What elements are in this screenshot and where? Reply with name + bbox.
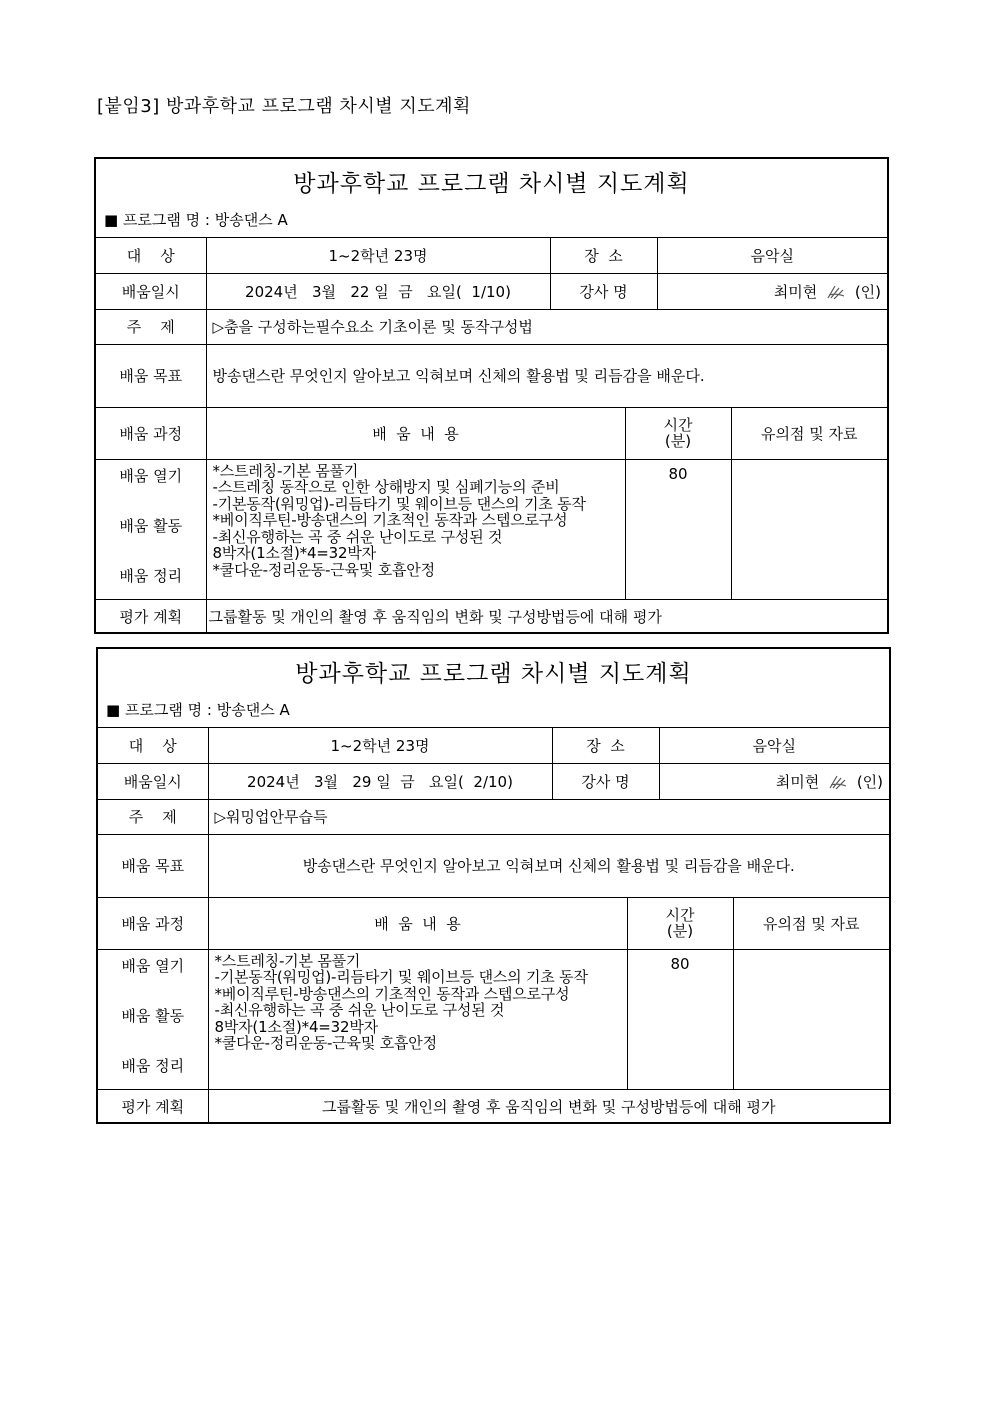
stage-closing: 배움 정리	[119, 566, 183, 585]
content-label: 배 움 내 용	[206, 407, 625, 459]
notes-value	[731, 459, 887, 599]
date-label: 배움일시	[96, 273, 206, 309]
signature-mark	[826, 283, 846, 301]
target-label: 대 상	[96, 238, 206, 273]
topic-value: ▷워밍업안무습득	[208, 799, 889, 834]
content-line: *베이직루틴-방송댄스의 기초적인 동작과 스텝으로구성	[214, 984, 570, 1003]
topic-label: 주 제	[98, 799, 208, 834]
time-unit-label: (분)	[664, 432, 692, 450]
time-header	[625, 407, 731, 459]
process-label: 배움 과정	[96, 407, 206, 459]
time-header	[627, 897, 733, 949]
content-line: -최신유행하는 곡 중 쉬운 난이도로 구성된 것	[212, 527, 503, 546]
content-line: -기본동작(워밍업)-리듬타기 및 웨이브등 댄스의 기초 동작	[212, 494, 586, 513]
lesson-plan-2	[96, 647, 891, 1124]
content-cell	[206, 459, 625, 599]
document-header: [붙임3] 방과후학교 프로그램 차시별 지도계획	[97, 96, 471, 117]
content-line: *베이직루틴-방송댄스의 기초적인 동작과 스텝으로구성	[212, 511, 568, 530]
plan-header	[98, 649, 889, 728]
goal-value: 방송댄스란 무엇인지 알아보고 익혀보며 신체의 활용법 및 리듬감을 배운다.	[206, 344, 887, 407]
plan-title: 방과후학교 프로그램 차시별 지도계획	[295, 661, 692, 687]
program-name: ■ 프로그램 명 : 방송댄스 A	[104, 211, 288, 229]
target-label: 대 상	[98, 728, 208, 763]
place-value: 음악실	[657, 238, 887, 273]
content-line: -스트레칭 동작으로 인한 상해방지 및 심폐기능의 준비	[212, 478, 560, 497]
evaluation-value: 그룹활동 및 개인의 촬영 후 움직임의 변화 및 구성방법등에 대해 평가	[208, 1089, 889, 1123]
content-label: 배 움 내 용	[208, 897, 627, 949]
content-line: -기본동작(워밍업)-리듬타기 및 웨이브등 댄스의 기초 동작	[214, 968, 588, 987]
time-value: 80	[625, 459, 731, 599]
topic-label: 주 제	[96, 309, 206, 344]
notes-label: 유의점 및 자료	[733, 897, 889, 949]
goal-value: 방송댄스란 무엇인지 알아보고 익혀보며 신체의 활용법 및 리듬감을 배운다.	[208, 834, 889, 897]
instructor-label: 강사 명	[550, 273, 657, 309]
time-label: 시간	[663, 416, 693, 434]
content-line: -최신유행하는 곡 중 쉬운 난이도로 구성된 것	[214, 1001, 505, 1020]
target-value: 1~2학년 23명	[206, 238, 550, 273]
content-line: *쿨다운-정리운동-근육및 호흡안정	[212, 561, 435, 580]
stage-activity: 배움 활동	[119, 516, 183, 535]
signature-mark	[828, 773, 848, 791]
instructor-seal: (인)	[856, 772, 884, 791]
notes-label: 유의점 및 자료	[731, 407, 887, 459]
lesson-plan-1	[94, 157, 889, 634]
stage-closing: 배움 정리	[121, 1056, 185, 1075]
process-label: 배움 과정	[98, 897, 208, 949]
topic-value: ▷춤을 구성하는필수요소 기초이론 및 동작구성법	[206, 309, 887, 344]
date-value: 2024년 3월 22 일 금 요일( 1/10)	[206, 273, 550, 309]
date-value: 2024년 3월 29 일 금 요일( 2/10)	[208, 763, 552, 799]
content-line: *스트레칭-기본 몸풀기	[212, 461, 359, 480]
stages-cell	[98, 949, 208, 1089]
instructor-seal: (인)	[854, 282, 882, 301]
plan-title: 방과후학교 프로그램 차시별 지도계획	[293, 171, 690, 197]
content-line: 8박자(1소절)*4=32박자	[212, 544, 376, 563]
evaluation-label: 평가 계획	[98, 1089, 208, 1123]
program-name: ■ 프로그램 명 : 방송댄스 A	[106, 701, 290, 719]
evaluation-value: 그룹활동 및 개인의 촬영 후 움직임의 변화 및 구성방법등에 대해 평가	[206, 599, 887, 633]
time-label: 시간	[665, 906, 695, 924]
instructor-label: 강사 명	[552, 763, 659, 799]
content-cell	[208, 949, 627, 1089]
stage-opening: 배움 열기	[121, 956, 185, 975]
instructor-cell	[659, 763, 889, 799]
notes-value	[733, 949, 889, 1089]
target-value: 1~2학년 23명	[208, 728, 552, 763]
place-label: 장 소	[552, 728, 659, 763]
plan-header	[96, 159, 887, 238]
content-line: 8박자(1소절)*4=32박자	[214, 1017, 378, 1036]
stages-cell	[96, 459, 206, 599]
stage-activity: 배움 활동	[121, 1006, 185, 1025]
evaluation-label: 평가 계획	[96, 599, 206, 633]
instructor-cell	[657, 273, 887, 309]
place-value: 음악실	[659, 728, 889, 763]
content-line: *쿨다운-정리운동-근육및 호흡안정	[214, 1034, 437, 1053]
goal-label: 배움 목표	[98, 834, 208, 897]
time-unit-label: (분)	[666, 922, 694, 940]
goal-label: 배움 목표	[96, 344, 206, 407]
date-label: 배움일시	[98, 763, 208, 799]
instructor-name: 최미현	[775, 772, 820, 791]
time-value: 80	[627, 949, 733, 1089]
place-label: 장 소	[550, 238, 657, 273]
content-line: *스트레칭-기본 몸풀기	[214, 951, 361, 970]
instructor-name: 최미현	[773, 282, 818, 301]
plan-table	[96, 238, 887, 633]
plan-table	[98, 728, 889, 1123]
stage-opening: 배움 열기	[119, 466, 183, 485]
